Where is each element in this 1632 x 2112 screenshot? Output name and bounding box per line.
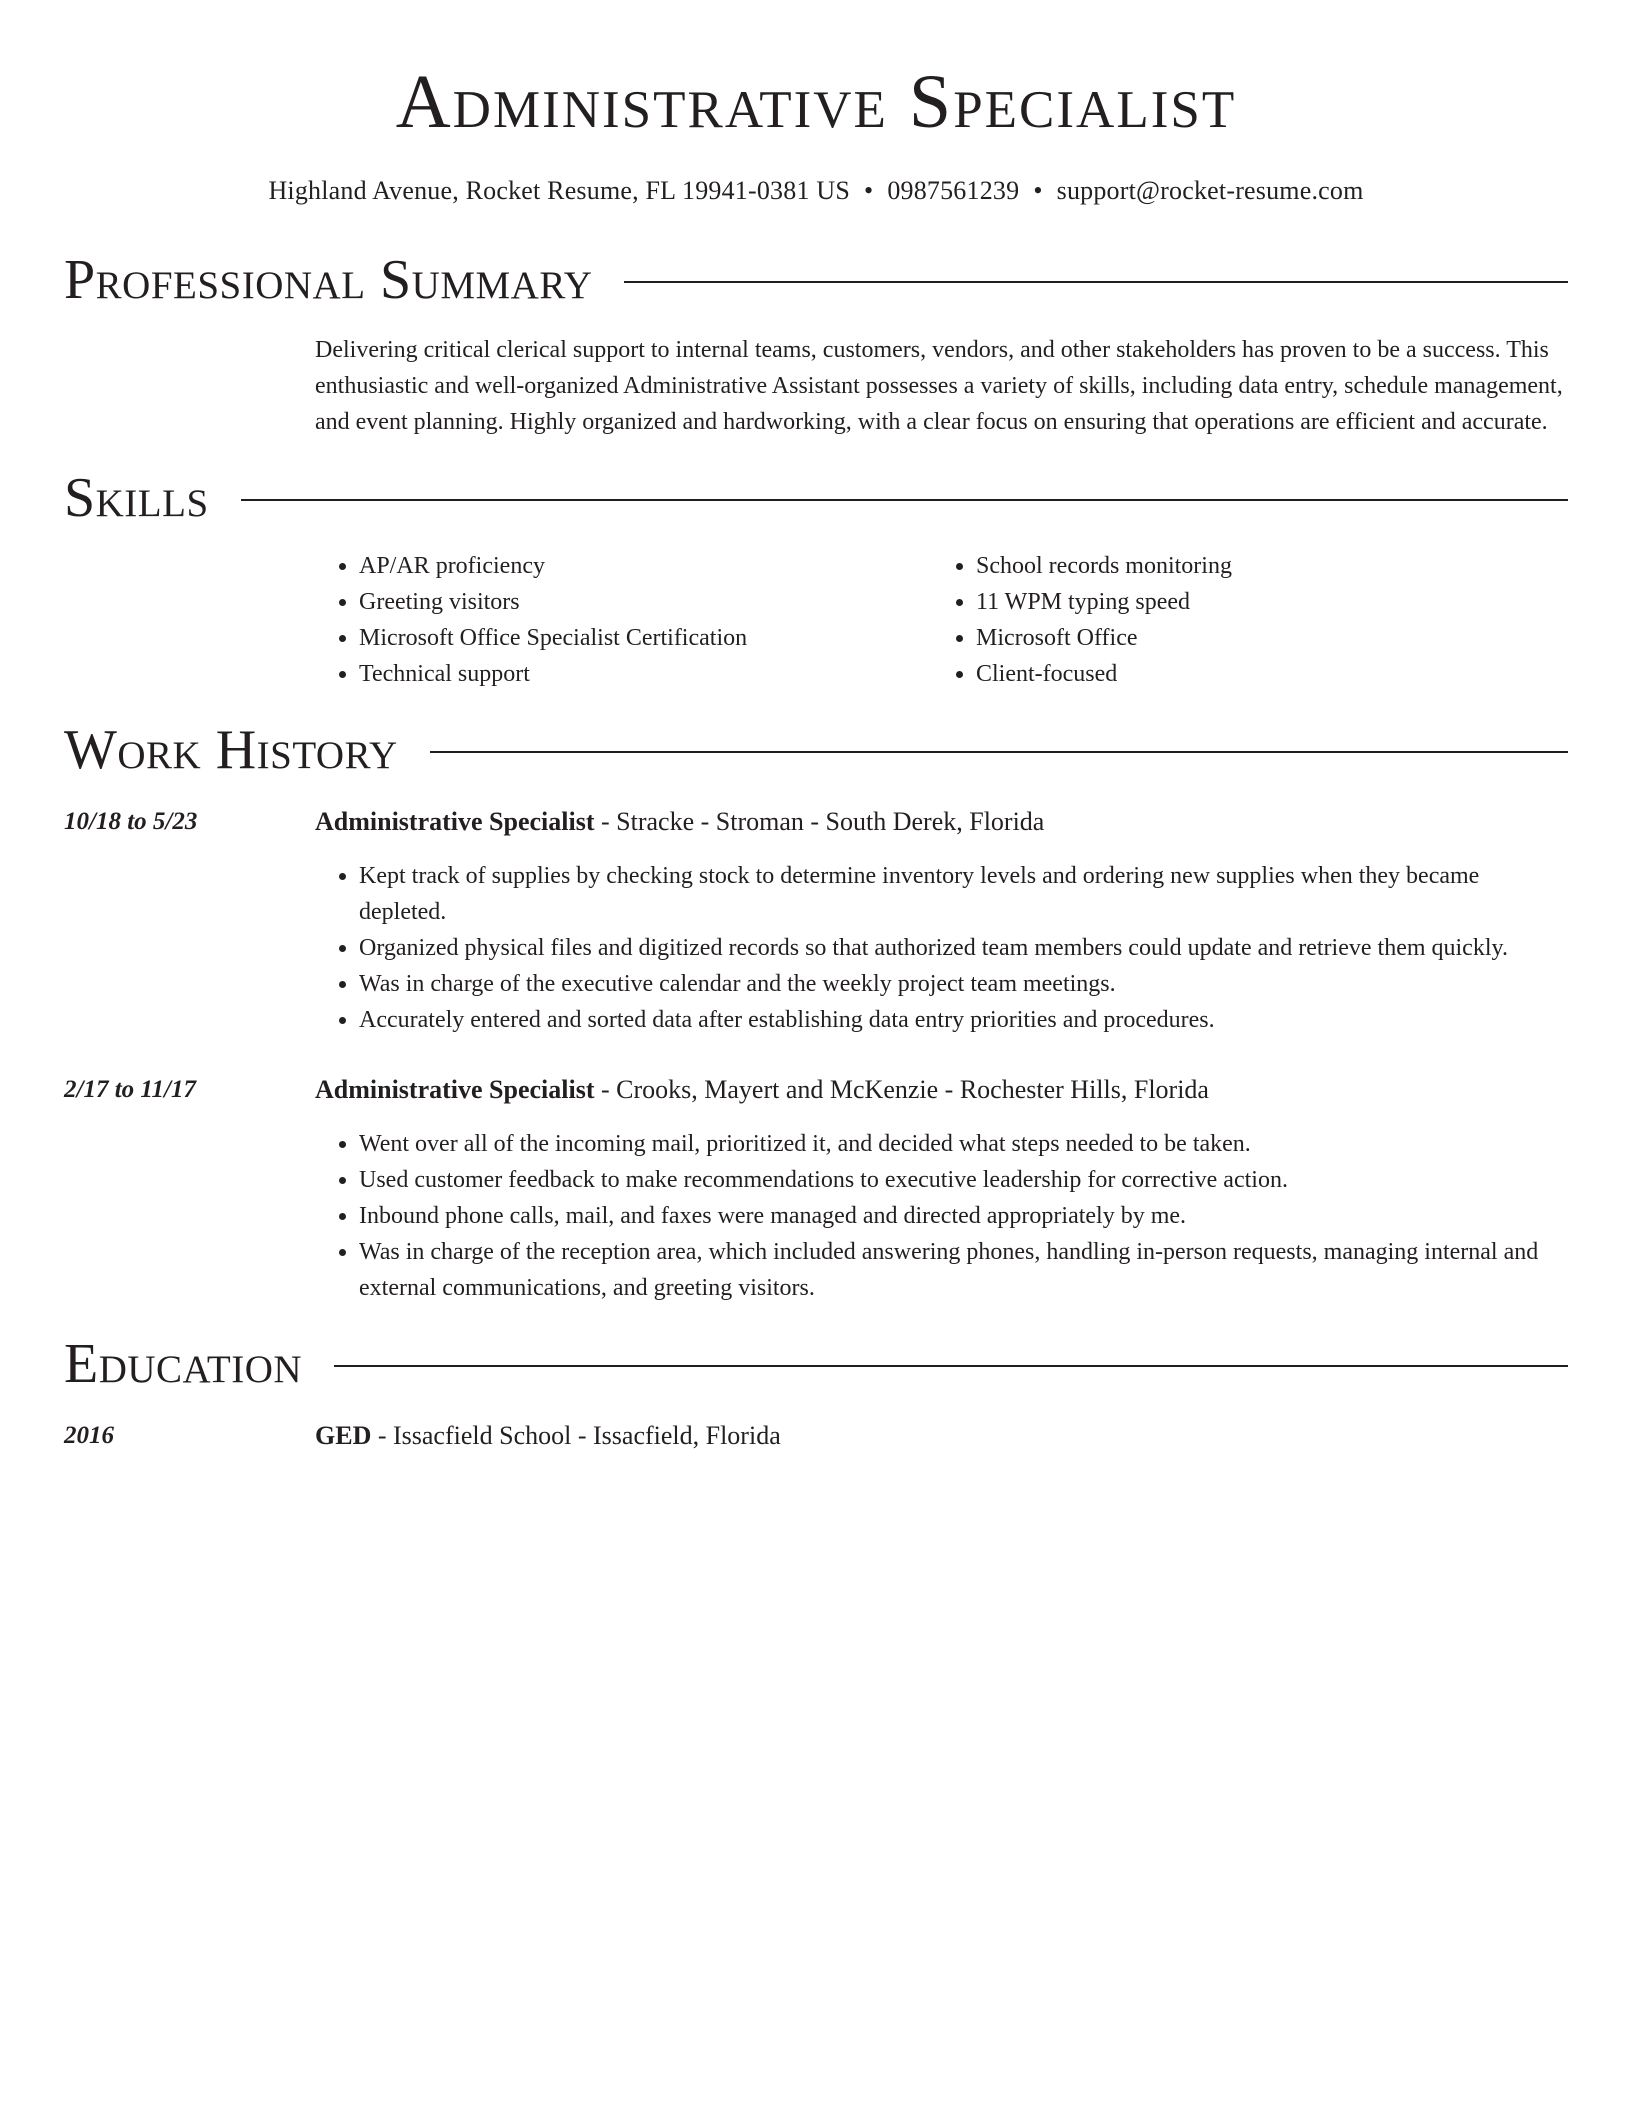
skill-item: • AP/AR proficiency [359,548,932,584]
job-body [315,1072,1568,1306]
job-title: Administrative Specialist [315,1075,595,1104]
candidate-name: Administrative Specialist [395,60,1237,144]
contact-separator: • [1033,176,1043,205]
job-entry [64,804,1568,1038]
job-title: Administrative Specialist [315,807,595,836]
education-heading-line [315,1418,1568,1454]
contact-separator: • [864,176,874,205]
contact-phone: 0987561239 [887,176,1020,205]
skills-heading: Skills [64,467,209,529]
skill-item: • Microsoft Office Specialist Certification [359,620,932,656]
job-heading [315,1072,1568,1108]
skill-item: • Client-focused [976,656,1549,692]
education-heading: Education [64,1333,303,1395]
skills-list-right [932,548,1549,692]
work-section-header [64,719,1568,781]
education-degree: GED [315,1421,372,1450]
education-year: 2016 [64,1422,114,1449]
skills-section-header [64,467,1568,529]
education-school-location: - Issacfield School - Issacfield, Florida [371,1421,781,1450]
job-dates: 10/18 to 5/23 [64,808,198,835]
education-body [315,1418,1568,1454]
contact-email: support@rocket-resume.com [1056,176,1364,205]
job-bullet: • Was in charge of the reception area, which included answering phones, handling in-person requests, managing internal and external communications, and greeting visitors. [359,1234,1568,1306]
section-divider [241,499,1568,501]
summary-body [315,332,1568,440]
job-bullets [315,858,1568,1038]
job-bullets [315,1126,1568,1306]
job-bullet: • Went over all of the incoming mail, prioritized it, and decided what steps needed to be taken. [359,1126,1568,1162]
education-section-header [64,1333,1568,1395]
skills-section [64,548,1568,692]
skill-item: • Greeting visitors [359,584,932,620]
summary-section-header [64,249,1568,311]
job-employer-location: - Stracke - Stroman - South Derek, Florida [594,807,1045,836]
contact-address: Highland Avenue, Rocket Resume, FL 19941-0381 US [268,176,850,205]
skill-item: • Microsoft Office [976,620,1549,656]
work-heading: Work History [64,719,398,781]
education-entry [64,1418,1568,1454]
job-bullet: • Organized physical files and digitized records so that authorized team members could update and retrieve them quickly. [359,930,1568,966]
job-entry [64,1072,1568,1306]
contact-line [64,176,1568,206]
skill-item: • 11 WPM typing speed [976,584,1549,620]
skills-list-left [315,548,932,692]
section-divider [334,1365,1568,1367]
job-bullet: • Used customer feedback to make recommendations to executive leadership for corrective action. [359,1162,1568,1198]
section-divider [430,751,1568,753]
skill-item: • School records monitoring [976,548,1549,584]
job-bullet: • Accurately entered and sorted data after establishing data entry priorities and procedures. [359,1002,1568,1038]
summary-left-gutter [64,332,315,440]
job-heading [315,804,1568,840]
job-body [315,804,1568,1038]
skills-left-gutter [64,548,315,692]
summary-text: Delivering critical clerical support to internal teams, customers, vendors, and other stakeholders has proven to be a success. This enthusiastic and well-organized Administrative Assistant possesses a variety of skills, including data entry, schedule management, and event planning. Highly organized and hardworking, with a clear focus on ensuring that operations are efficient and accurate. [315,337,1563,435]
summary-heading: Professional Summary [64,249,593,311]
skill-item: • Technical support [359,656,932,692]
job-bullet: • Was in charge of the executive calendar and the weekly project team meetings. [359,966,1568,1002]
summary-section [64,332,1568,440]
skills-columns [315,548,1568,692]
job-dates: 2/17 to 11/17 [64,1076,196,1103]
job-bullet: • Kept track of supplies by checking stock to determine inventory levels and ordering new supplies when they became depleted. [359,858,1568,930]
job-bullet: • Inbound phone calls, mail, and faxes were managed and directed appropriately by me. [359,1198,1568,1234]
section-divider [624,281,1568,283]
job-employer-location: - Crooks, Mayert and McKenzie - Rochester Hills, Florida [594,1075,1209,1104]
